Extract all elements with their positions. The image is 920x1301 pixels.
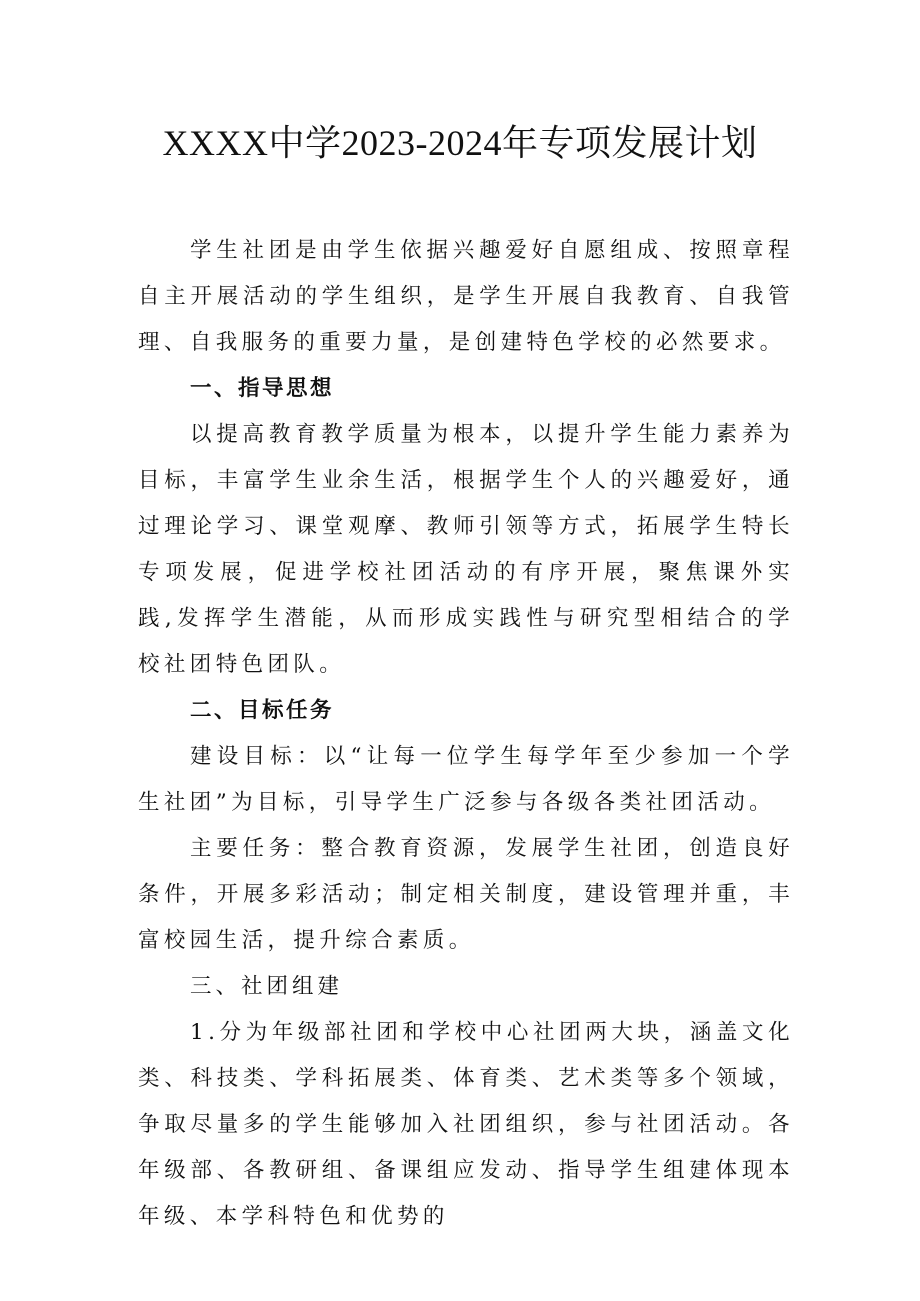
section-heading-guiding-ideology: 一、指导思想 bbox=[190, 376, 335, 401]
document-body bbox=[138, 228, 794, 1240]
section-heading-goals-tasks: 二、目标任务 bbox=[190, 698, 335, 723]
section-heading-club-formation: 三、社团组建 bbox=[190, 974, 344, 999]
guiding-ideology-paragraph: 以提高教育教学质量为根本，以提升学生能力素养为目标，丰富学生业余生活，根据学生个人的兴趣爱好，通过理论学习、课堂观摩、教师引领等方式，拓展学生特长专项发展，促进学校社团活动的有序开展，聚焦课外实践,发挥学生潜能，从而形成实践性与研究型相结合的学校社团特色团队。 bbox=[138, 422, 794, 677]
construction-goal-paragraph: 建设目标：以“让每一位学生每学年至少参加一个学生社团”为目标，引导学生广泛参与各级各类社团活动。 bbox=[138, 744, 794, 815]
club-formation-paragraph: 1.分为年级部社团和学校中心社团两大块，涵盖文化类、科技类、学科拓展类、体育类、艺术类等多个领域，争取尽量多的学生能够加入社团组织，参与社团活动。各年级部、各教研组、备课组应发动、指导学生组建体现本年级、本学科特色和优势的 bbox=[138, 1020, 794, 1229]
main-tasks-paragraph: 主要任务：整合教育资源，发展学生社团，创造良好条件，开展多彩活动；制定相关制度，建设管理并重，丰富校园生活，提升综合素质。 bbox=[138, 836, 794, 953]
document-title: XXXX中学2023-2024年专项发展计划 bbox=[162, 123, 758, 163]
intro-paragraph: 学生社团是由学生依据兴趣爱好自愿组成、按照章程自主开展活动的学生组织，是学生开展自我教育、自我管理、自我服务的重要力量，是创建特色学校的必然要求。 bbox=[138, 238, 794, 355]
